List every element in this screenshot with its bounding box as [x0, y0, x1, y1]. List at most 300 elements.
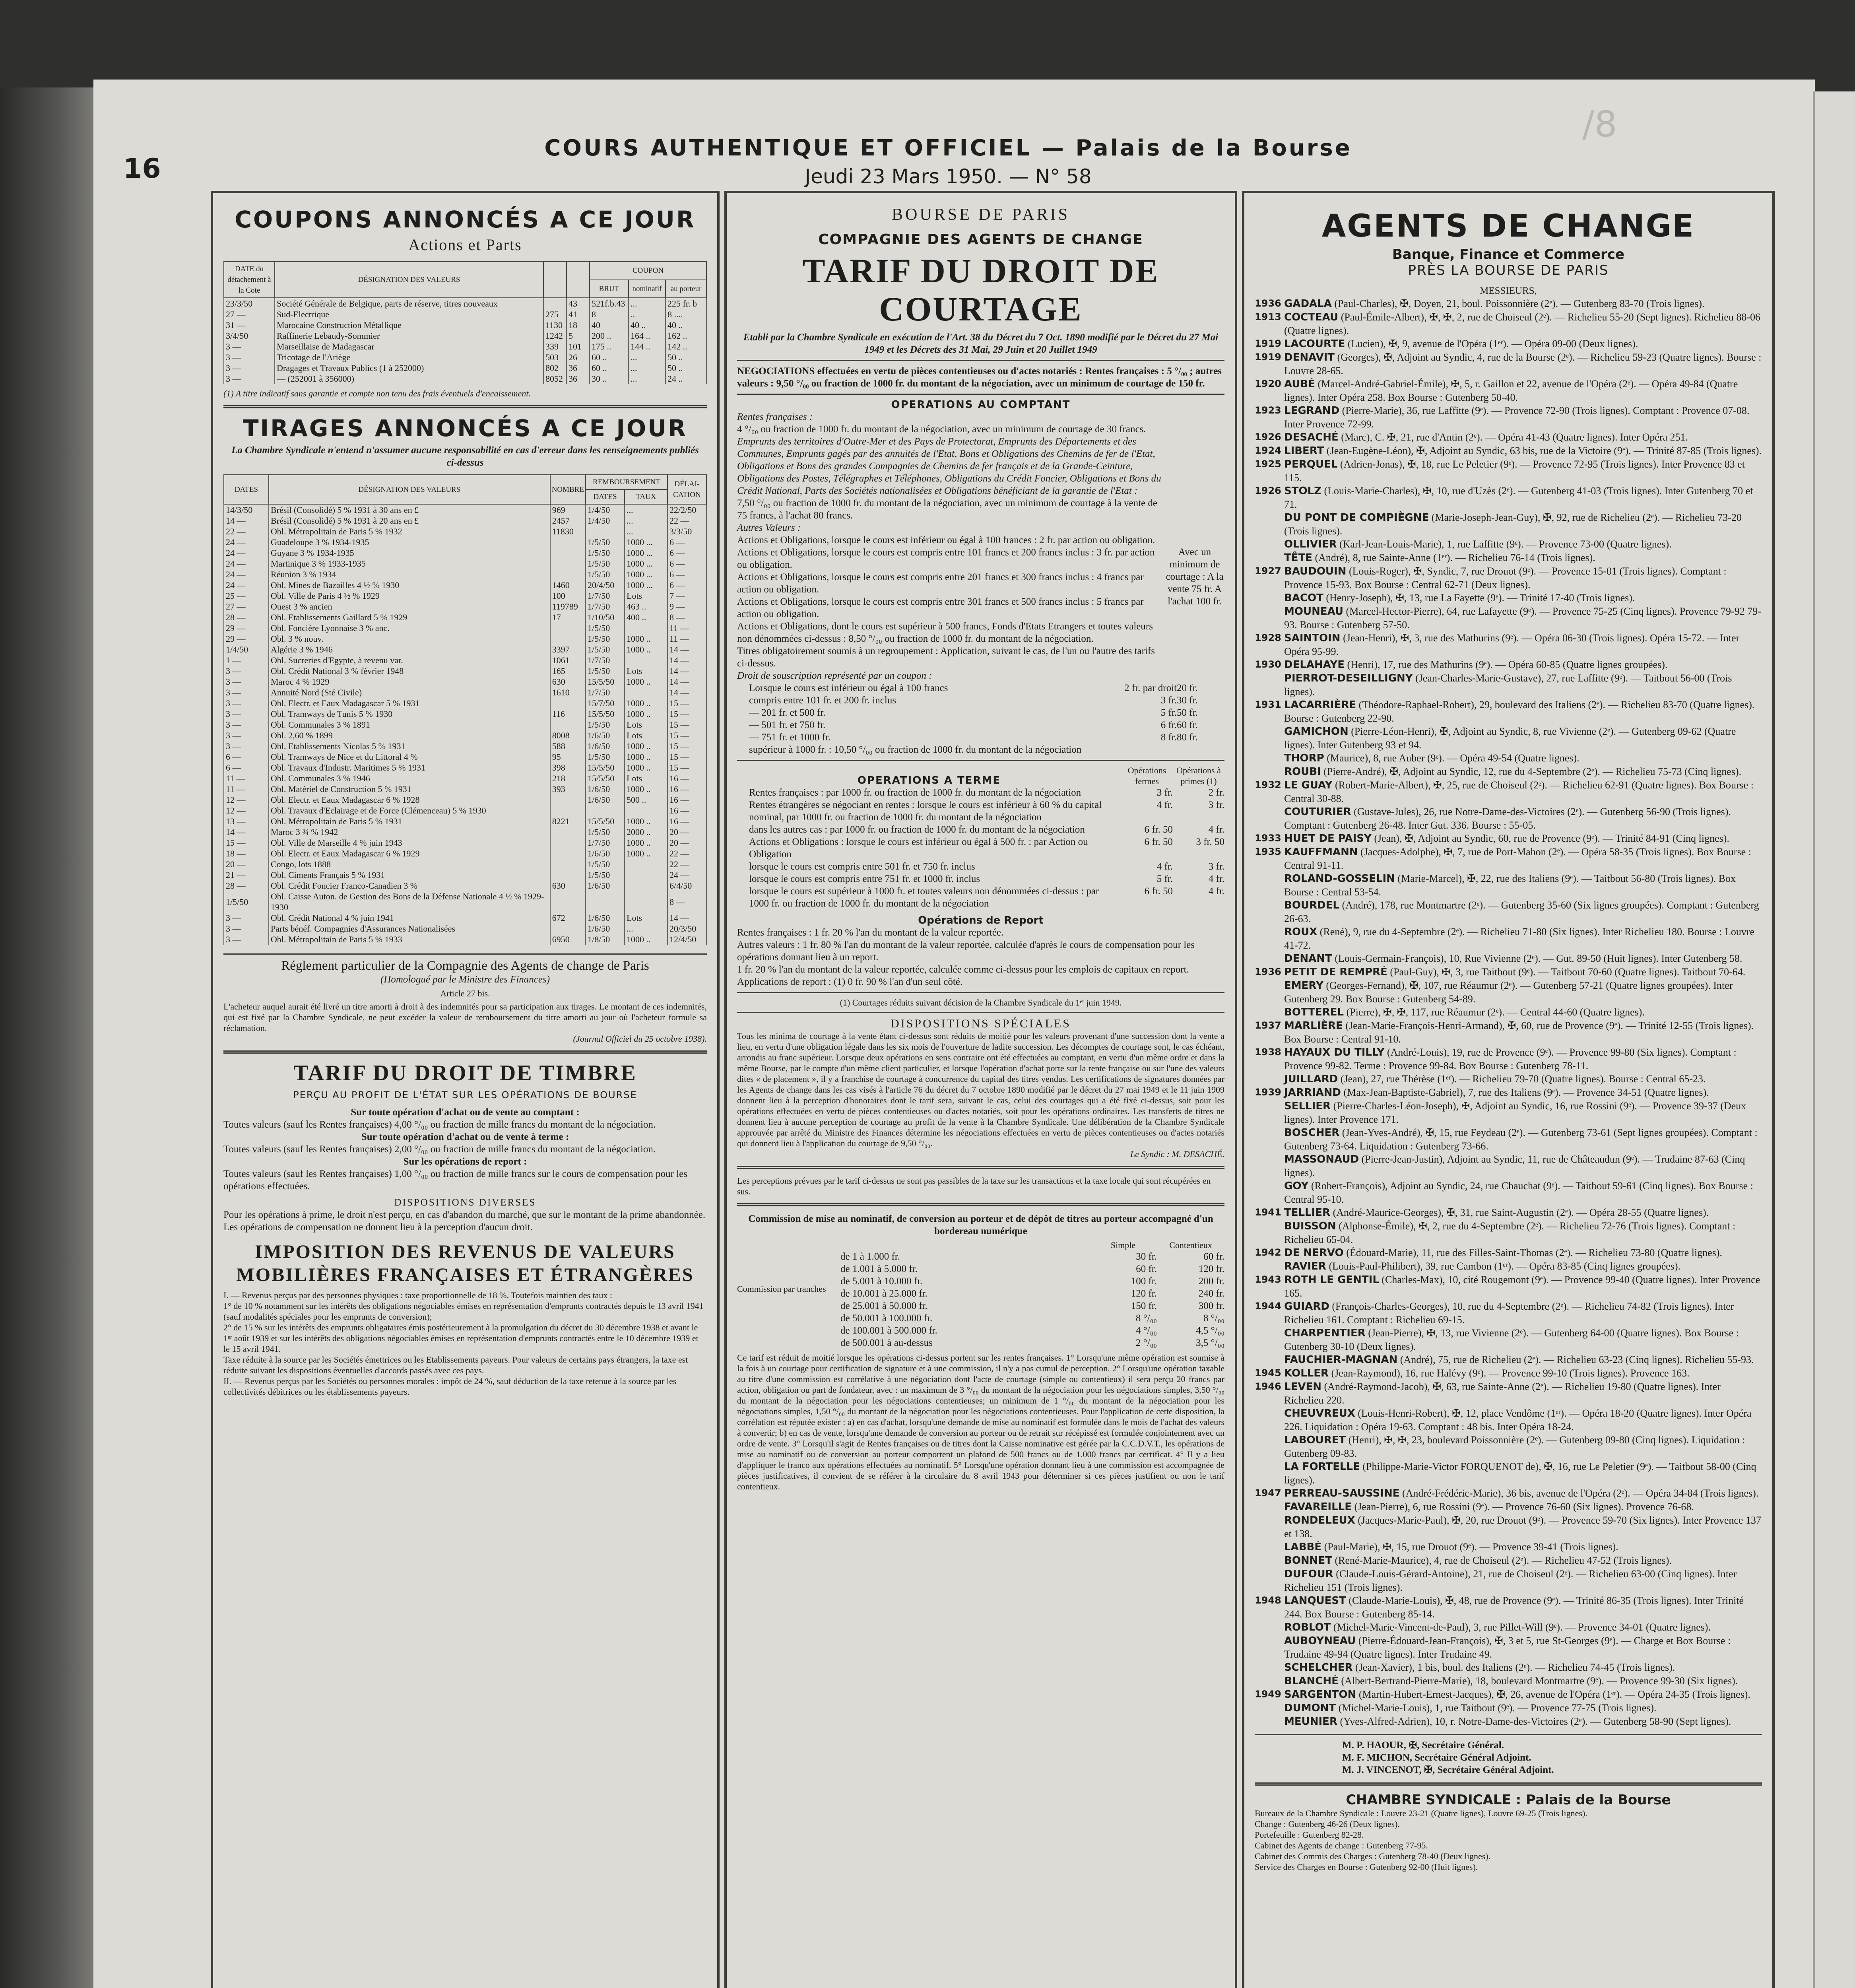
imposition-p4: Taxe réduite à la source par les Sociétés émettrices ou les Etablissements payeurs. Pour valeurs de certains pays étrangers, la taxe est réduite suivant les dispositions éventuelles d'accords passés avec ces pays. — [223, 1355, 688, 1375]
agent-text — [1284, 832, 1762, 845]
table-cell: Brésil (Consolidé) 5 % 1931 à 30 ans en £ — [269, 504, 550, 515]
table-cell-date: 3/4/50 — [224, 330, 275, 341]
agent-year: 1935 — [1255, 846, 1281, 857]
agent-entry — [1255, 1072, 1762, 1086]
agent-year — [1255, 1006, 1284, 1019]
table-cell: 15 — — [224, 837, 269, 848]
col-num-2 — [567, 262, 590, 298]
agent-year: 1939 — [1255, 1087, 1281, 1098]
table-cell — [550, 848, 586, 859]
table-cell: 29 — — [224, 633, 269, 644]
agent-text — [1284, 1594, 1762, 1621]
agent-details: (Max-Jean-Baptiste-Gabriel), 7, rue des Italiens (9ᵉ). — Provence 34-51 (Quatre lignes). — [1343, 1087, 1709, 1098]
table-cell: 1/6/50 — [586, 923, 625, 934]
table-cell — [550, 891, 586, 912]
table-cell: 22 — — [224, 526, 269, 537]
table-row — [224, 698, 706, 709]
terme-label: lorsque le cours est compris entre 751 fr. et 1000 fr. inclus — [749, 874, 980, 884]
table-cell — [550, 805, 586, 816]
table-cell: ... — [625, 526, 667, 537]
agent-year: 1932 — [1255, 779, 1281, 790]
table-cell: 7 — — [667, 590, 706, 601]
agent-details: (Michel-Marie-Louis), 1, rue Taitbout (9ᵉ). — Provence 77-75 (Trois lignes). — [1338, 1702, 1657, 1714]
terme-title: OPERATIONS A TERME — [857, 775, 1001, 786]
agent-text — [1284, 1206, 1762, 1219]
table-cell: 3 — — [224, 730, 269, 741]
timbre-h2: Sur toute opération d'achat ou de vente à terme : — [361, 1132, 569, 1142]
agent-name: DUFOUR — [1284, 1568, 1333, 1580]
commission-col-simple: Simple — [1110, 1240, 1136, 1250]
table-cell: 14 — — [667, 687, 706, 698]
agent-entry — [1255, 591, 1762, 605]
table-row — [224, 309, 706, 320]
agent-text — [1284, 605, 1762, 631]
agent-details: (Marie-Joseph-Jean-Guy), ✠, 92, rue de Richelieu (2ᵉ). — Richelieu 73-20 (Trois lignes). — [1284, 512, 1742, 537]
commission-contentieux: 200 fr. — [1198, 1276, 1224, 1287]
courtage-syndic: Le Syndic : M. DESACHÉ. — [1130, 1149, 1224, 1159]
reglement-text: L'acheteur auquel aurait été livré un titre amorti à droit à des indemnités pour sa participation aux tirages. Le montant de ces indemnités, qui est fixé par la Chambre Syndicale, ne peut excéder la valeur de remboursement du titre amorti au jour où l'acheteur formule sa réclamation. — [223, 1002, 707, 1033]
agent-year: 1924 — [1255, 445, 1281, 456]
agent-name: SCHELCHER — [1284, 1662, 1353, 1673]
souscription-rows — [737, 682, 1177, 756]
table-cell: 20/3/50 — [667, 923, 706, 934]
agent-text — [1284, 377, 1762, 404]
agent-entry — [1255, 511, 1762, 538]
commission-contentieux: 240 fr. — [1198, 1288, 1224, 1299]
comptant-line: Actions et Obligations, lorsque le cours est inférieur ou égal à 100 frances : 2 fr. par action ou obligation. — [737, 535, 1155, 546]
table-cell: 1/5/50 — [586, 569, 625, 580]
table-cell: 1/5/50 — [586, 644, 625, 655]
table-cell-n1: 802 — [543, 363, 567, 373]
table-cell — [550, 558, 586, 569]
col-taux: TAUX — [625, 489, 667, 504]
left-column — [211, 191, 720, 1988]
agent-text — [1284, 1701, 1762, 1715]
table-cell: 1/5/50 — [586, 633, 625, 644]
table-cell-brut: 60 .. — [590, 363, 629, 373]
col-nombre: NOMBRE — [550, 475, 586, 504]
agent-text — [1284, 1219, 1762, 1246]
table-row — [224, 655, 706, 666]
table-cell — [625, 891, 667, 912]
souscription-fee: 2 fr. par droit — [1124, 683, 1177, 693]
table-cell: Maroc 3 ¾ % 1942 — [269, 827, 550, 837]
agent-details: (Albert-Bertrand-Pierre-Marie), 18, boulevard Montmartre (9ᵉ). — Provence 99-30 (Six lignes). — [1341, 1675, 1738, 1687]
agent-entry — [1255, 1219, 1762, 1246]
table-cell: 95 — [550, 751, 586, 762]
agent-text — [1284, 1661, 1762, 1674]
agent-name: COUTURIER — [1284, 806, 1351, 818]
agent-name: DENANT — [1284, 953, 1332, 965]
agent-details: (Jean-Yves-André), ✠, 15, rue Feydeau (2ᵉ). — Gutenberg 73-61 (Sept lignes groupées). Comptant : Gutenberg 73-64. Liquidation : Gutenberg 73-66. — [1284, 1127, 1758, 1152]
agent-entry — [1255, 565, 1762, 591]
agent-year — [1255, 1621, 1284, 1634]
table-cell: 14 — — [224, 515, 269, 526]
table-cell: 1/7/50 — [586, 590, 625, 601]
table-row — [224, 923, 706, 934]
comptant-line: Actions et Obligations, dont le cours est supérieur à 500 francs, Fonds d'Etats Etrangers et toutes valeurs non dénommées ci-dessus : 8,50 °/₀₀ ou fraction de 1000 fr. du montant de la négociation. — [737, 621, 1153, 644]
agent-details: (Claude-Louis-Gérard-Antoine), 21, rue de Choiseul (2ᵉ). — Richelieu 63-00 (Cinq lignes). Inter Richelieu 151 (Trois lignes). — [1284, 1568, 1737, 1593]
table-cell: Obl. 2,60 % 1899 — [269, 730, 550, 741]
timbre-p3: Toutes valeurs (sauf les Rentes françaises) 1,00 °/₀₀ ou fraction de mille francs sur le cours de compensation pour les opérations effectuées. — [223, 1169, 687, 1192]
agent-details: (Jacques-Adolphe), ✠, 7, rue de Port-Mahon (2ᵉ). — Opéra 58-35 (Trois lignes). Box Bourse : Central 91-11. — [1284, 846, 1751, 871]
agent-text — [1284, 1153, 1762, 1179]
agent-details: (Yves-Alfred-Adrien), 10, r. Notre-Dame-des-Victoires (2ᵉ). — Gutenberg 58-90 (Sept lignes). — [1340, 1716, 1731, 1727]
agent-details: (Jean-Henri), ✠, 3, rue des Mathurins (9ᵉ). — Opéra 06-30 (Trois lignes). Opéra 15-72. — Inter Opéra 95-99. — [1284, 632, 1740, 657]
agent-entry — [1255, 979, 1762, 1006]
table-cell: Obl. Travaux d'Eclairage et de Force (Clémenceau) 5 % 1930 — [269, 805, 550, 816]
agent-details: (Lucien), ✠, 9, avenue de l'Opéra (1ᵉʳ). — Opéra 09-00 (Deux lignes). — [1347, 338, 1638, 349]
agent-name: BONNET — [1284, 1555, 1332, 1567]
table-cell: 28 — — [224, 612, 269, 623]
agent-text — [1284, 1433, 1762, 1460]
table-cell: 500 .. — [625, 794, 667, 805]
terme-row — [737, 836, 1224, 860]
agent-entry — [1255, 658, 1762, 672]
table-cell: Obl. Mines de Bazailles 4 ½ % 1930 — [269, 580, 550, 590]
agent-entry — [1255, 872, 1762, 899]
agent-entry — [1255, 1500, 1762, 1514]
agent-name: DU PONT DE COMPIÈGNE — [1284, 512, 1429, 524]
table-cell-nom: ... — [629, 363, 666, 373]
terme-prime-value: 3 fr. — [1208, 800, 1224, 810]
commission-simple: 150 fr. — [1131, 1301, 1157, 1311]
agent-details: (Pierre-Jean-Justin), Adjoint au Syndic, 11, rue de Châteaudun (9ᵉ). — Trudaine 87-63 (Cinq lignes). — [1284, 1153, 1745, 1178]
agents-messieurs: MESSIEURS, — [1480, 285, 1537, 296]
table-cell: Obl. Communales 3 % 1946 — [269, 773, 550, 784]
table-cell: Obl. Electr. et Eaux Madagascar 6 % 1929 — [269, 848, 550, 859]
comptant-title: OPERATIONS AU COMPTANT — [891, 399, 1071, 411]
agent-name: PERREAU-SAUSSINE — [1284, 1487, 1400, 1499]
agent-name: ROUX — [1284, 926, 1318, 938]
agent-text — [1284, 404, 1762, 431]
table-cell: 165 — [550, 666, 586, 676]
agent-name: JARRIAND — [1284, 1087, 1341, 1099]
terme-label: Rentes françaises : par 1000 fr. ou fraction de 1000 fr. du montant de la négociation — [749, 787, 1081, 798]
table-cell-n1: 339 — [543, 341, 567, 352]
table-cell: 1460 — [550, 580, 586, 590]
table-cell: 11 — — [224, 784, 269, 794]
commission-row — [829, 1312, 1224, 1324]
table-row — [224, 730, 706, 741]
table-cell: Obl. Ville de Marseille 4 % juin 1943 — [269, 837, 550, 848]
table-cell: Congo, lots 1888 — [269, 859, 550, 870]
table-row — [224, 666, 706, 676]
terme-ferme-value: 4 fr. — [1156, 861, 1173, 872]
agent-entry — [1255, 297, 1762, 311]
agent-text — [1284, 538, 1762, 551]
table-cell: Obl. Electr. et Eaux Madagascar 6 % 1928 — [269, 794, 550, 805]
table-row — [224, 676, 706, 687]
agent-details: (Georges-Fernand), ✠, 107, rue Réaumur (2ᵉ). — Gutenberg 57-21 (Quatre lignes groupées). Inter Gutenberg 29. Box Bourse : Gutenberg 54-89. — [1284, 980, 1733, 1005]
imposition-p5: II. — Revenus perçus par les Sociétés ou personnes morales : impôt de 24 %, sauf déduction de la taxe retenue à la source par les collectivités débitrices ou les établissements payeurs. — [223, 1376, 677, 1397]
agent-year — [1255, 805, 1284, 832]
agent-year: 1926 — [1255, 485, 1281, 496]
table-cell-port: 24 .. — [666, 373, 706, 384]
agent-entry — [1255, 1300, 1762, 1326]
imposition-p3: 2° de 15 % sur les intérêts des emprunts obligataires émis postérieurement à la promulgation du décret du 30 décembre 1938 et avant le 1ᵉʳ août 1939 et sur les intérêts des obligations négociables émises en représentation d'emprunts contractés entre le 10 décembre 1939 et le 15 avril 1941. — [223, 1322, 699, 1354]
courtage-kicker: BOURSE DE PARIS — [892, 206, 1070, 224]
agent-details: (Jean), 27, rue Thérèse (1ᵉʳ). — Richelieu 79-70 (Quatre lignes). Bourse : Central 65-23. — [1340, 1073, 1706, 1085]
page-number: 16 — [123, 153, 161, 184]
table-cell — [586, 805, 625, 816]
table-row — [224, 590, 706, 601]
souscription-min-value: 30 fr. — [1177, 695, 1198, 706]
table-cell-n2: 26 — [567, 352, 590, 363]
table-cell: 393 — [550, 784, 586, 794]
agent-name: ROBLOT — [1284, 1621, 1331, 1633]
agent-details: (Paul-Charles), ✠, Doyen, 21, boul. Poissonnière (2ᵉ). — Gutenberg 83-70 (Trois lignes). — [1334, 298, 1705, 309]
table-cell: 15/5/50 — [586, 773, 625, 784]
table-cell: 3 — — [224, 687, 269, 698]
agent-entry — [1255, 965, 1762, 979]
agent-text — [1284, 952, 1762, 965]
table-cell: 1/6/50 — [586, 880, 625, 891]
agent-entry — [1255, 1554, 1762, 1567]
pencil-mark: /8 — [1582, 103, 1617, 145]
table-cell: 100 — [550, 590, 586, 601]
table-cell-date: 3 — — [224, 341, 275, 352]
agent-details: (Adrien-Jonas), ✠, 18, rue Le Peletier (9ᵉ). — Provence 72-95 (Trois lignes). Inter Provence 83 et 115. — [1284, 458, 1745, 483]
chambre-line: Bureaux de la Chambre Syndicale : Louvre 23-21 (Quatre lignes), Louvre 69-25 (Trois lignes). — [1255, 1808, 1587, 1818]
table-cell-nom: ... — [629, 352, 666, 363]
agent-text — [1284, 351, 1762, 377]
agent-details: (Michel-Marie-Vincent-de-Paul), 3, rue Pillet-Will (9ᵉ). — Provence 34-01 (Quatre lignes). — [1333, 1621, 1711, 1633]
agent-details: (Paul-Marie), ✠, 15, rue Drouot (9ᵉ). — Provence 39-41 (Trois lignes). — [1324, 1541, 1618, 1553]
comptant-line: Autres Valeurs : — [737, 522, 801, 533]
table-cell: 14 — — [667, 655, 706, 666]
table-row — [224, 837, 706, 848]
table-cell — [625, 870, 667, 880]
table-cell: 22 — — [667, 848, 706, 859]
agent-name: SELLIER — [1284, 1100, 1331, 1112]
agent-details: (Maurice), 8, rue Auber (9ᵉ). — Opéra 49-54 (Quatre lignes). — [1327, 752, 1579, 764]
agent-entry — [1255, 805, 1762, 832]
agent-entry — [1255, 725, 1762, 751]
souscription-row — [737, 707, 1177, 719]
agent-year — [1255, 1099, 1284, 1126]
commission-contentieux: 120 fr. — [1198, 1264, 1224, 1274]
agent-text — [1284, 805, 1762, 832]
agent-entry — [1255, 1086, 1762, 1099]
table-cell: 25 — — [224, 590, 269, 601]
table-cell: 12/4/50 — [667, 934, 706, 945]
table-row — [224, 794, 706, 805]
agent-year — [1255, 1126, 1284, 1153]
terme-label: Rentes étrangères se négociant en rentes : lorsque le cours est inférieur à 60 % du capital nominal, par 1000 fr. ou fraction de 1000 fr. du montant de la négociation — [749, 800, 1102, 823]
table-cell-name: Dragages et Travaux Publics (1 à 252000) — [275, 363, 543, 373]
masthead-date: Jeudi 23 Mars 1950. — N° 58 — [805, 165, 1092, 188]
table-cell: Obl. Etablissements Gaillard 5 % 1929 — [269, 612, 550, 623]
agent-year — [1255, 538, 1284, 551]
table-row — [224, 773, 706, 784]
agent-text — [1284, 1540, 1762, 1554]
table-cell-date: 3 — — [224, 373, 275, 384]
table-cell: 3 — — [224, 676, 269, 687]
commission-row — [829, 1300, 1224, 1312]
terme-prime-value: 2 fr. — [1208, 787, 1224, 798]
comptant-line: Droit de souscription représenté par un coupon : — [737, 670, 932, 681]
table-cell: 20/4/50 — [586, 580, 625, 590]
table-cell: Annuité Nord (Sté Civile) — [269, 687, 550, 698]
terme-ferme-value: 3 fr. — [1156, 787, 1173, 798]
agent-text — [1284, 872, 1762, 899]
table-cell: 218 — [550, 773, 586, 784]
chambre-line: Cabinet des Commis des Charges : Gutenberg 78-40 (Deux lignes). — [1255, 1851, 1491, 1861]
table-cell: Brésil (Consolidé) 5 % 1931 à 20 ans en £ — [269, 515, 550, 526]
agent-entry — [1255, 1019, 1762, 1046]
agent-text — [1284, 1621, 1762, 1634]
table-cell: Lots — [625, 912, 667, 923]
table-cell: 1610 — [550, 687, 586, 698]
agent-name: BACOT — [1284, 592, 1323, 604]
timbre-disp-text: Pour les opérations à prime, le droit n'est perçu, en cas d'abandon du marché, que sur le montant de la prime abandonnée. Les opérations de compensation ne donnent lieu à la perception d'aucun droit. — [223, 1209, 706, 1233]
table-cell-n2: 36 — [567, 373, 590, 384]
table-cell — [586, 891, 625, 912]
agent-text — [1284, 672, 1762, 698]
divider — [737, 760, 1224, 761]
table-cell: 1/7/50 — [586, 601, 625, 612]
table-cell: 1000 ... — [625, 580, 667, 590]
table-cell: 6 — — [667, 580, 706, 590]
agent-text — [1284, 658, 1762, 672]
table-cell: 1/4/50 — [586, 504, 625, 515]
agent-entry — [1255, 1674, 1762, 1688]
col-dates: DATES — [224, 475, 269, 504]
timbre-h1: Sur toute opération d'achat ou de vente au comptant : — [351, 1107, 580, 1118]
agent-details: (Karl-Jean-Louis-Marie), 1, rue Laffitte (9ᵉ). — Provence 73-00 (Quatre lignes). — [1339, 538, 1672, 550]
agent-text — [1284, 1554, 1762, 1567]
table-row — [224, 934, 706, 945]
terme-col-primes: Opérations à primes (1) — [1176, 765, 1221, 786]
table-cell — [550, 719, 586, 730]
staff-line: M. F. MICHON, Secrétaire Général Adjoint. — [1342, 1752, 1531, 1763]
agent-name: BLANCHÉ — [1284, 1675, 1339, 1687]
table-cell: 1000 ... — [625, 547, 667, 558]
table-cell: 1/7/50 — [586, 687, 625, 698]
commission-title: Commission de mise au nominatif, de conversion au porteur et de dépôt de titres au porteur accompagné d'un bordereau numérique — [748, 1213, 1213, 1237]
courtage-negociations: NEGOCIATIONS effectuées en vertu de pièces contentieuses ou d'actes notariés : Rentes françaises : 5 °/₀₀ ; autres valeurs : 9,50 °/₀₀ ou fraction de 1000 fr. du montant de la négociation, avec un minimum de courtage de 150 fr. — [737, 366, 1222, 389]
timbre-p2: Toutes valeurs (sauf les Rentes françaises) 2,00 °/₀₀ ou fraction de mille francs du montant de la négociation. — [223, 1144, 656, 1155]
tirages-table — [223, 474, 707, 945]
imposition-title: IMPOSITION DES REVENUS DE VALEURS MOBILIÈRES FRANÇAISES ET ÉTRANGÈRES — [236, 1241, 694, 1285]
table-cell: 1/5/50 — [586, 751, 625, 762]
table-cell: 13 — — [224, 816, 269, 827]
table-cell: 24 — — [667, 870, 706, 880]
table-cell: Réunion 3 % 1934 — [269, 569, 550, 580]
commission-row — [829, 1324, 1224, 1337]
agent-details: (Édouard-Marie), 11, rue des Filles-Saint-Thomas (2ᵉ). — Richelieu 73-80 (Quatre lignes). — [1346, 1247, 1722, 1258]
agent-details: (André-Raymond-Jacob), ✠, 63, rue Sainte-Anne (2ᵉ). — Richelieu 19-80 (Quatre lignes). Inter Richelieu 220. — [1284, 1381, 1721, 1406]
table-cell: 1/4/50 — [224, 644, 269, 655]
table-cell: Obl. Crédit Foncier Franco-Canadien 3 % — [269, 880, 550, 891]
commission-contentieux: 300 fr. — [1198, 1301, 1224, 1311]
table-cell: 1/8/50 — [586, 934, 625, 945]
commission-range: de 1.001 à 5.000 fr. — [840, 1264, 918, 1274]
agent-details: (Henry-Joseph), ✠, 13, rue La Fayette (9ᵉ). — Trinité 17-40 (Trois lignes). — [1326, 592, 1635, 604]
agent-year — [1255, 1715, 1284, 1728]
agent-name: DUMONT — [1284, 1702, 1336, 1714]
agent-details: (Robert-François), Adjoint au Syndic, 24, rue Chauchat (9ᵉ). — Taitbout 59-61 (Cinq lignes). Box Bourse : Central 95-10. — [1284, 1180, 1753, 1205]
agent-name: EMERY — [1284, 980, 1323, 992]
agent-text — [1284, 297, 1762, 311]
agent-details: (Louis-Henri-Robert), ✠, 12, place Vendôme (1ᵉʳ). — Opéra 18-20 (Quatre lignes). Inter Opéra 226. Liquidation : Opéra 19-63. Comptant : 48 bis. Inter Opéra 18-24. — [1284, 1408, 1752, 1433]
agent-text — [1284, 311, 1762, 337]
agent-name: LEGRAND — [1284, 405, 1340, 417]
agent-entry — [1255, 1433, 1762, 1460]
agent-name: GADALA — [1284, 298, 1332, 310]
tirages-rows — [224, 504, 706, 945]
coupons-title: COUPONS ANNONCÉS A CE JOUR — [235, 206, 696, 233]
col-remb-dates: DATES — [586, 489, 625, 504]
table-cell: Obl. Communales 3 % 1891 — [269, 719, 550, 730]
table-cell: 24 — — [224, 569, 269, 580]
terme-ferme-value: 6 fr. 50 — [1144, 824, 1173, 835]
agent-details: (François-Charles-Georges), 10, rue du 4-Septembre (2ᵉ). — Richelieu 74-82 (Trois lignes). Inter Richelieu 161. Comptant : Richelieu 69-15. — [1284, 1301, 1734, 1326]
agent-year: 1931 — [1255, 699, 1281, 710]
agent-year — [1255, 605, 1284, 631]
agent-year — [1255, 1500, 1284, 1514]
agent-entry — [1255, 444, 1762, 458]
table-cell-n2: 101 — [567, 341, 590, 352]
souscription-range: — 201 fr. et 500 fr. — [749, 707, 826, 718]
agent-year — [1255, 511, 1284, 538]
table-cell-name: Sud-Electrique — [275, 309, 543, 320]
agent-text — [1284, 511, 1762, 538]
disp-speciales-title: DISPOSITIONS SPÉCIALES — [891, 1017, 1071, 1030]
table-row — [224, 891, 706, 912]
agent-name: LABBÉ — [1284, 1541, 1322, 1553]
table-cell: 21 — — [224, 870, 269, 880]
agent-text — [1284, 1086, 1762, 1099]
table-cell-nom: ... — [629, 298, 666, 309]
table-cell — [550, 794, 586, 805]
table-cell: 1000 .. — [625, 633, 667, 644]
agent-year: 1946 — [1255, 1381, 1281, 1392]
agent-details: (Marie-Marcel), ✠, 22, rue des Italiens (9ᵉ). — Taitbout 56-80 (Trois lignes). Box Bourse : Central 53-54. — [1284, 873, 1736, 898]
agent-entry — [1255, 484, 1762, 511]
commission-simple: 2 °/₀₀ — [1135, 1338, 1157, 1348]
right-column — [1242, 191, 1775, 1988]
agent-name: MARLIÈRE — [1284, 1020, 1343, 1032]
table-cell-name: Société Générale de Belgique, parts de réserve, titres nouveaux — [275, 298, 543, 309]
souscription-row — [737, 682, 1177, 694]
table-cell: 1000 .. — [625, 709, 667, 719]
agent-year — [1255, 551, 1284, 565]
table-cell-brut: 175 .. — [590, 341, 629, 352]
table-row — [224, 719, 706, 730]
agent-name: KAUFFMANN — [1284, 846, 1358, 858]
agent-name: JUILLARD — [1284, 1073, 1338, 1085]
agent-year — [1255, 1260, 1284, 1273]
agent-entry — [1255, 1179, 1762, 1206]
agent-year: 1948 — [1255, 1595, 1281, 1606]
commission-row — [829, 1250, 1224, 1263]
table-cell: 1/5/50 — [586, 870, 625, 880]
agent-entry — [1255, 1380, 1762, 1407]
table-cell: 6 — — [667, 547, 706, 558]
table-cell: 15/5/50 — [586, 709, 625, 719]
table-cell: Obl. Sucreries d'Egypte, à revenu var. — [269, 655, 550, 666]
table-cell: ... — [625, 515, 667, 526]
table-cell: Obl. 3 % nouv. — [269, 633, 550, 644]
agents-list — [1255, 297, 1762, 1728]
table-cell: Obl. Matériel de Construction 5 % 1931 — [269, 784, 550, 794]
agent-entry — [1255, 1153, 1762, 1179]
staff-line: M. J. VINCENOT, ✠, Secrétaire Général Adjoint. — [1342, 1765, 1554, 1775]
agent-text — [1284, 845, 1762, 872]
timbre-h3: Sur les opérations de report : — [403, 1156, 527, 1167]
